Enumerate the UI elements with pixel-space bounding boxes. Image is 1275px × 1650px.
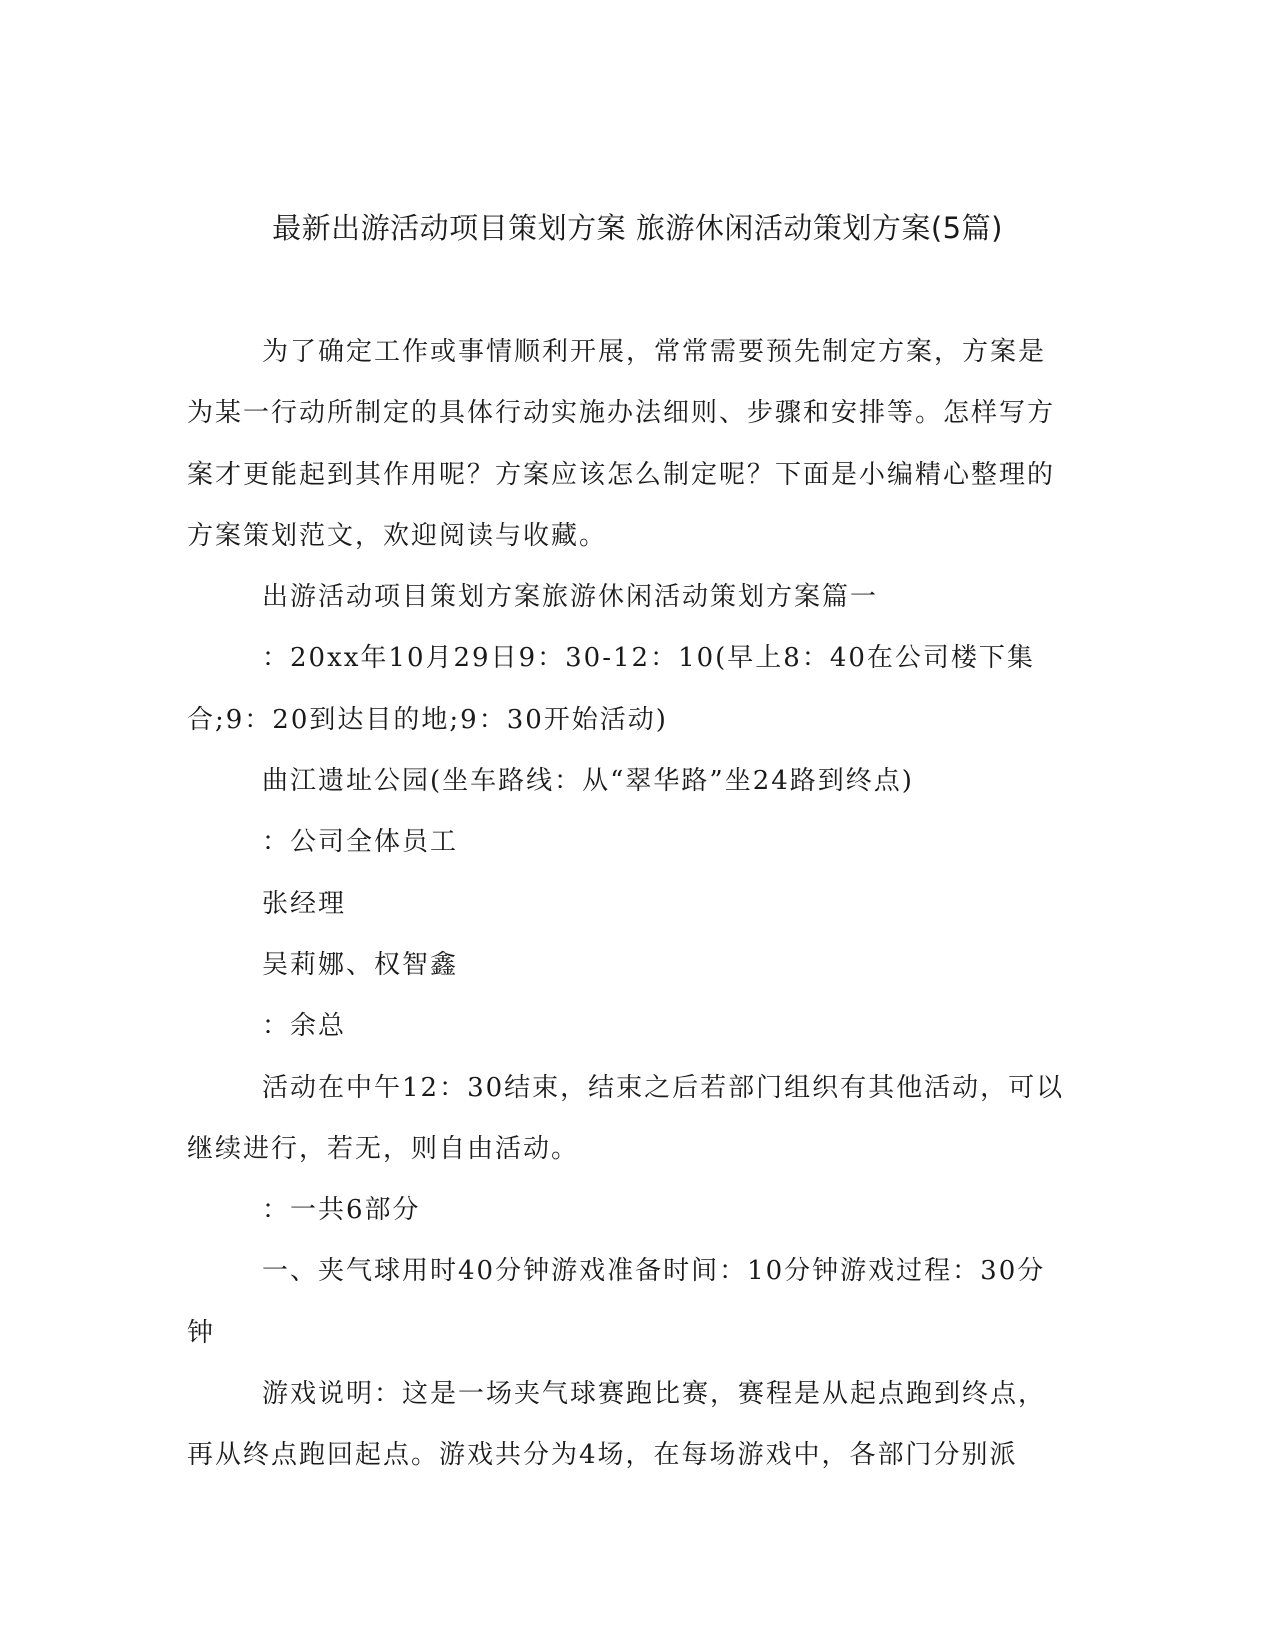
manager-paragraph: 张经理 — [262, 888, 347, 919]
host-paragraph: ：余总 — [262, 1011, 347, 1042]
game-one-paragraph: 一、夹气球用时40分钟游戏准备时间：10分钟游戏过程：30分钟 — [187, 1256, 1046, 1348]
participants-paragraph: ：公司全体员工 — [262, 827, 459, 858]
time-paragraph: ：20xx年10月29日9：30-12：10(早上8：40在公司楼下集合;9：20到达目的地;9：30开始活动) — [187, 643, 1035, 735]
document-title: 最新出游活动项目策划方案 旅游休闲活动策划方案(5篇) — [272, 211, 1003, 245]
parts-paragraph: ：一共6部分 — [262, 1195, 421, 1226]
organizers-paragraph: 吴莉娜、权智鑫 — [262, 949, 459, 980]
intro-paragraph: 为了确定工作或事情顺利开展，常常需要预先制定方案，方案是为某一行动所制定的具体行动实施办法细则、步骤和安排等。怎样写方案才更能起到其作用呢？方案应该怎么制定呢？下面是小编精心整理的方案策划范文，欢迎阅读与收藏。 — [187, 337, 1056, 551]
ending-paragraph: 活动在中午12：30结束，结束之后若部门组织有其他活动，可以继续进行，若无，则自由活动。 — [187, 1072, 1065, 1164]
location-paragraph: 曲江遗址公园(坐车路线：从“翠华路”坐24路到终点) — [262, 766, 914, 797]
game-description-paragraph: 游戏说明：这是一场夹气球赛跑比赛，赛程是从起点跑到终点，再从终点跑回起点。游戏共分为4场，在每场游戏中，各部门分别派 — [187, 1379, 1047, 1471]
section-heading: 出游活动项目策划方案旅游休闲活动策划方案篇一 — [262, 582, 879, 613]
document-body — [187, 322, 1067, 1487]
